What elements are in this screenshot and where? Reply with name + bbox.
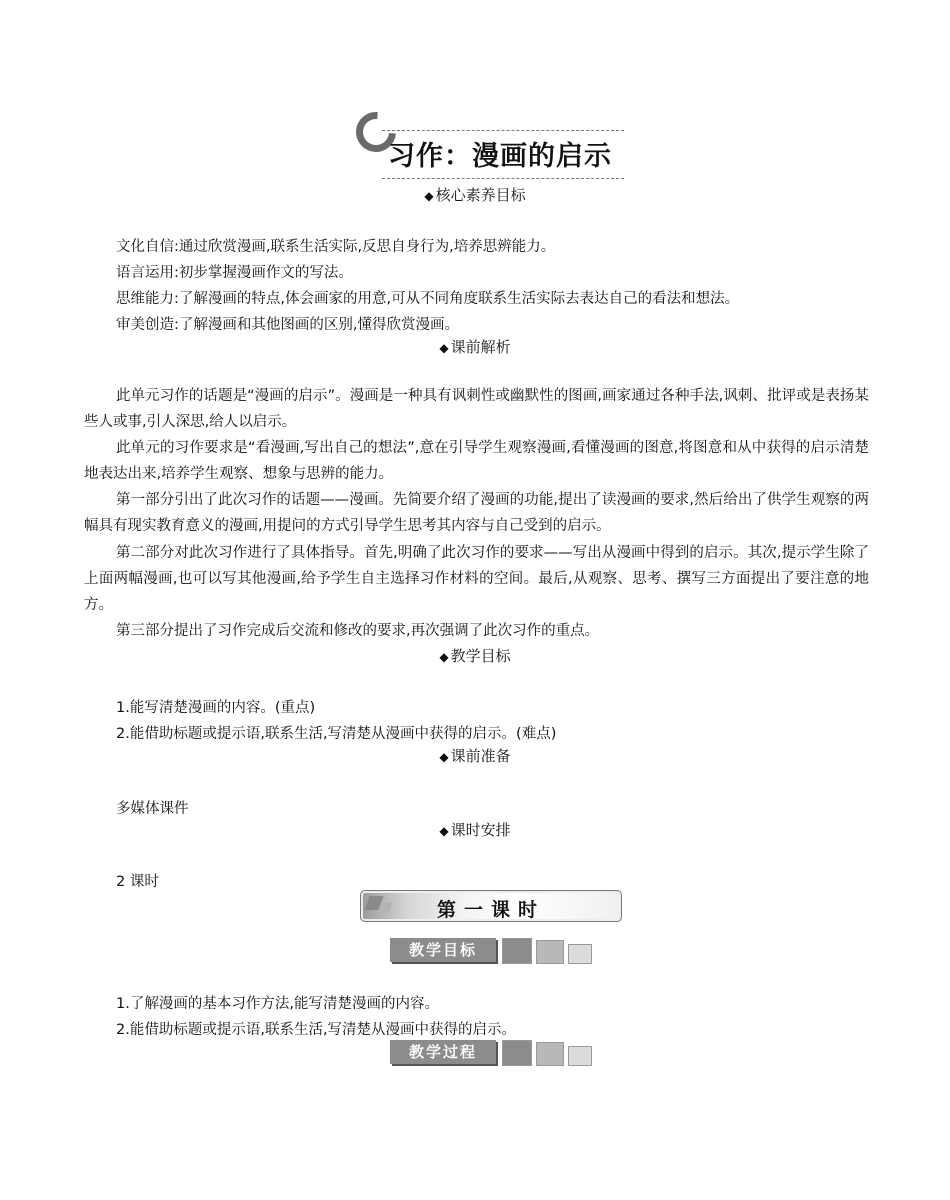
heading-text: 教学目标 [450,647,511,665]
heading-text: 课前准备 [450,747,511,765]
tag-square-decoration [502,1040,532,1066]
heading-schedule [0,819,950,840]
core-line: 语言运用:初步掌握漫画作文的写法。 [116,265,353,281]
analysis-paragraph: 第一部分引出了此次习作的话题——漫画。先简要介绍了漫画的功能,提出了读漫画的要求,然后给出了供学生观察的两幅具有现实教育意义的漫画,用提问的方式引导学生思考其内容与自己受到的启示。 [84,492,869,534]
analysis-paragraph: 此单元习作的话题是“漫画的启示”。漫画是一种具有讽刺性或幽默性的图画,画家通过各种手法,讽刺、批评或是表扬某些人或事,引人深思,给人以启示。 [84,388,869,430]
title-divider-bottom [382,178,624,179]
diamond-bullet-icon: ◆ [439,650,449,664]
diamond-bullet-icon: ◆ [439,341,449,355]
title-block [356,108,626,180]
prep-text: 多媒体课件 [116,801,189,817]
section-tag-label: 教学过程 [390,1040,496,1064]
heading-text: 课时安排 [450,821,511,839]
page-title: 习作：漫画的启示 [388,141,612,172]
core-line: 审美创造:了解漫画和其他图画的区别,懂得欣赏漫画。 [116,317,459,333]
core-line: 思维能力:了解漫画的特点,体会画家的用意,可从不同角度联系生活实际去表达自己的看法和想法。 [116,291,740,307]
tag-square-decoration [536,940,564,964]
core-line: 文化自信:通过欣赏漫画,联系生活实际,反思自身行为,培养思辨能力。 [116,239,556,255]
diamond-bullet-icon: ◆ [439,824,449,838]
heading-teaching-goals [0,645,950,666]
diamond-bullet-icon: ◆ [439,750,449,764]
heading-text: 课前解析 [450,338,511,356]
lesson-goal-item: 1.了解漫画的基本习作方法,能写清楚漫画的内容。 [116,996,439,1012]
heading-text: 核心素养目标 [435,186,526,204]
schedule-text: 2 课时 [116,874,159,890]
goal-item: 1.能写清楚漫画的内容。(重点) [116,700,316,716]
tag-square-decoration [536,1042,564,1066]
tag-square-decoration [502,938,532,964]
tag-square-decoration [568,1046,592,1066]
heading-pre-class-analysis [0,336,950,357]
lesson-one-banner [360,890,622,922]
title-divider-top [382,130,624,131]
analysis-paragraph: 此单元的习作要求是“看漫画,写出自己的想法”,意在引导学生观察漫画,看懂漫画的图意,将图意和从中获得的启示清楚地表达出来,培养学生观察、想象与思辨的能力。 [84,440,869,482]
section-tag-label: 教学目标 [390,938,496,962]
tag-square-decoration [568,944,592,964]
lesson-one-title: 第一课时 [436,899,545,921]
heading-core-literacy [0,184,950,205]
diamond-bullet-icon: ◆ [424,189,434,203]
goal-item: 2.能借助标题或提示语,联系生活,写清楚从漫画中获得的启示。(难点) [116,726,557,742]
analysis-paragraph: 第二部分对此次习作进行了具体指导。首先,明确了此次习作的要求——写出从漫画中得到的启示。其次,提示学生除了上面两幅漫画,也可以写其他漫画,给予学生自主选择习作材料的空间。最后,从观察、思考、撰写三方面提出了要注意的地方。 [84,545,869,613]
heading-preparation [0,745,950,766]
lesson-goal-item: 2.能借助标题或提示语,联系生活,写清楚从漫画中获得的启示。 [116,1022,517,1038]
analysis-paragraph: 第三部分提出了习作完成后交流和修改的要求,再次强调了此次习作的重点。 [116,623,600,639]
